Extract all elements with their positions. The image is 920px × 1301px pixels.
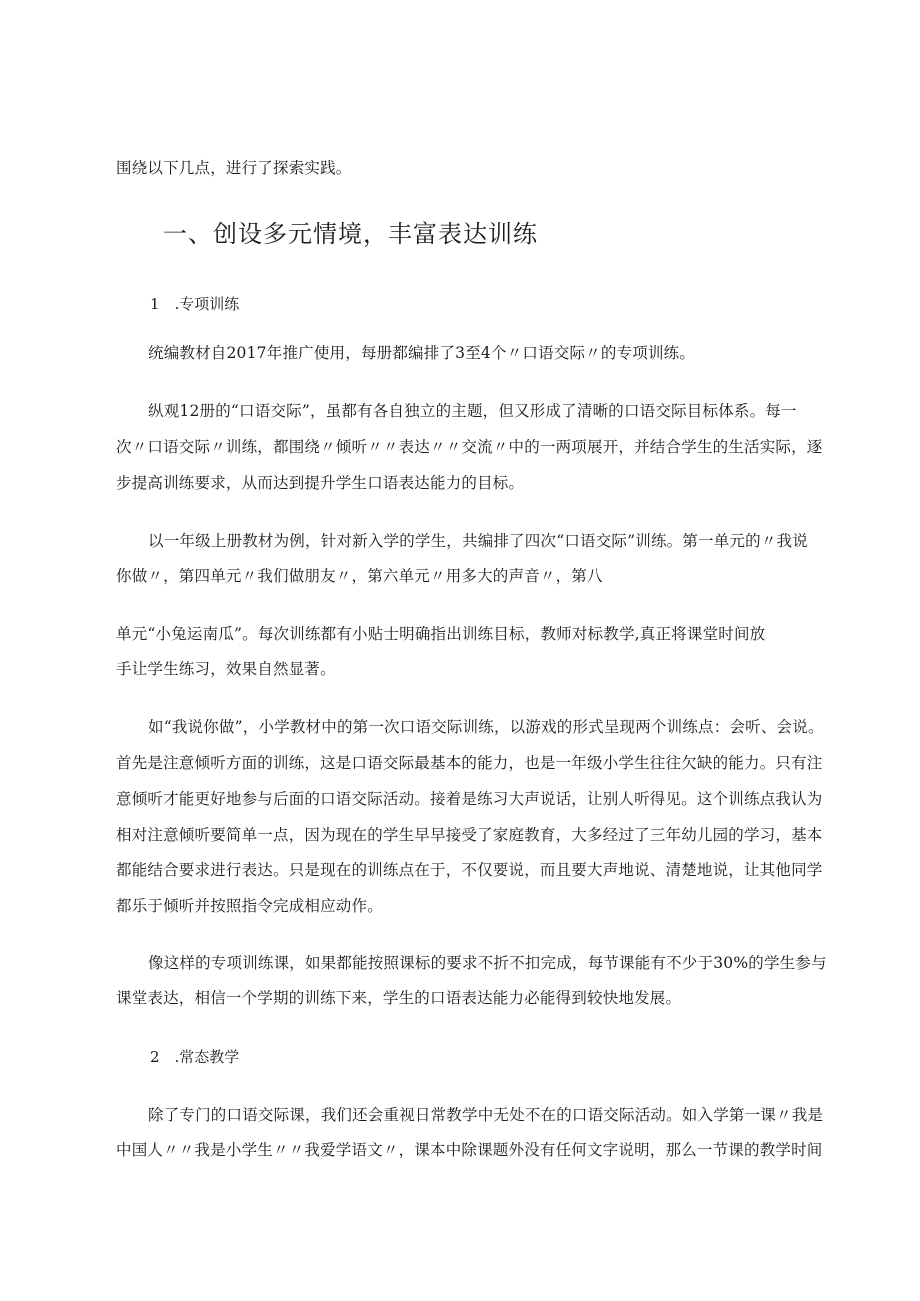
paragraph-6-line-1: 像这样的专项训练课，如果都能按照课标的要求不折不扣完成，每节课能有不少于30%的学生参与 <box>148 954 827 972</box>
paragraph-4-line-1: 单元“小兔运南瓜”。每次训练都有小贴士明确指出训练目标，教师对标教学,真正将课堂时间放 <box>116 625 766 643</box>
paragraph-2-line-3: 步提高训练要求，从而达到提升学生口语表达能力的目标。 <box>116 474 525 492</box>
paragraph-5-line-1: 如“我说你做”，小学教材中的第一次口语交际训练，以游戏的形式呈现两个训练点：会听、会说。 <box>148 718 824 736</box>
paragraph-5-line-6: 都乐于倾听并按照指令完成相应动作。 <box>116 897 383 915</box>
paragraph-2-line-2: 次〃口语交际〃训练，都围绕〃倾听〃〃表达〃〃交流〃中的一两项展开，并结合学生的生活实际，逐 <box>116 438 823 456</box>
paragraph-6-line-2: 课堂表达，相信一个学期的训练下来，学生的口语表达能力必能得到较快地发展。 <box>116 989 682 1007</box>
section-title: 一、创设多元情境，丰富表达训练 <box>163 220 538 248</box>
paragraph-5-line-3: 意倾听才能更好地参与后面的口语交际活动。接着是练习大声说话，让别人听得见。这个训练点我认为 <box>116 790 823 808</box>
paragraph-1: 统编教材自2017年推广使用，每册都编排了3至4个〃口语交际〃的专项训练。 <box>148 344 696 362</box>
paragraph-2-line-1: 纵观12册的“口语交际”，虽都有各自独立的主题，但又形成了清晰的口语交际目标体系。每一 <box>148 402 797 420</box>
paragraph-3-line-2: 你做〃，第四单元〃我们做朋友〃，第六单元〃用多大的声音〃，第八 <box>116 567 603 585</box>
intro-line: 围绕以下几点，进行了探索实践。 <box>116 159 352 177</box>
paragraph-3-line-1: 以一年级上册教材为例，针对新入学的学生，共编排了四次“口语交际”训练。第一单元的〃我说 <box>148 532 808 550</box>
paragraph-5-line-5: 都能结合要求进行表达。只是现在的训练点在于，不仅要说，而且要大声地说、清楚地说，让其他同学 <box>116 861 823 879</box>
paragraph-7-line-2: 中国人〃〃我是小学生〃〃我爱学语文〃，课本中除课题外没有任何文字说明，那么一节课的教学时间 <box>116 1141 823 1159</box>
paragraph-4-line-2: 手让学生练习，效果自然显著。 <box>116 660 336 678</box>
subheading-special-training: 1 .专项训练 <box>150 295 240 313</box>
paragraph-5-line-2: 首先是注意倾听方面的训练，这是口语交际最基本的能力，也是一年级小学生往往欠缺的能力。只有注 <box>116 754 823 772</box>
paragraph-5-line-4: 相对注意倾听要简单一点，因为现在的学生早早接受了家庭教育，大多经过了三年幼儿园的学习，基本 <box>116 826 823 844</box>
subheading-regular-teaching: 2 .常态教学 <box>150 1048 240 1066</box>
paragraph-7-line-1: 除了专门的口语交际课，我们还会重视日常教学中无处不在的口语交际活动。如入学第一课〃我是 <box>148 1106 824 1124</box>
